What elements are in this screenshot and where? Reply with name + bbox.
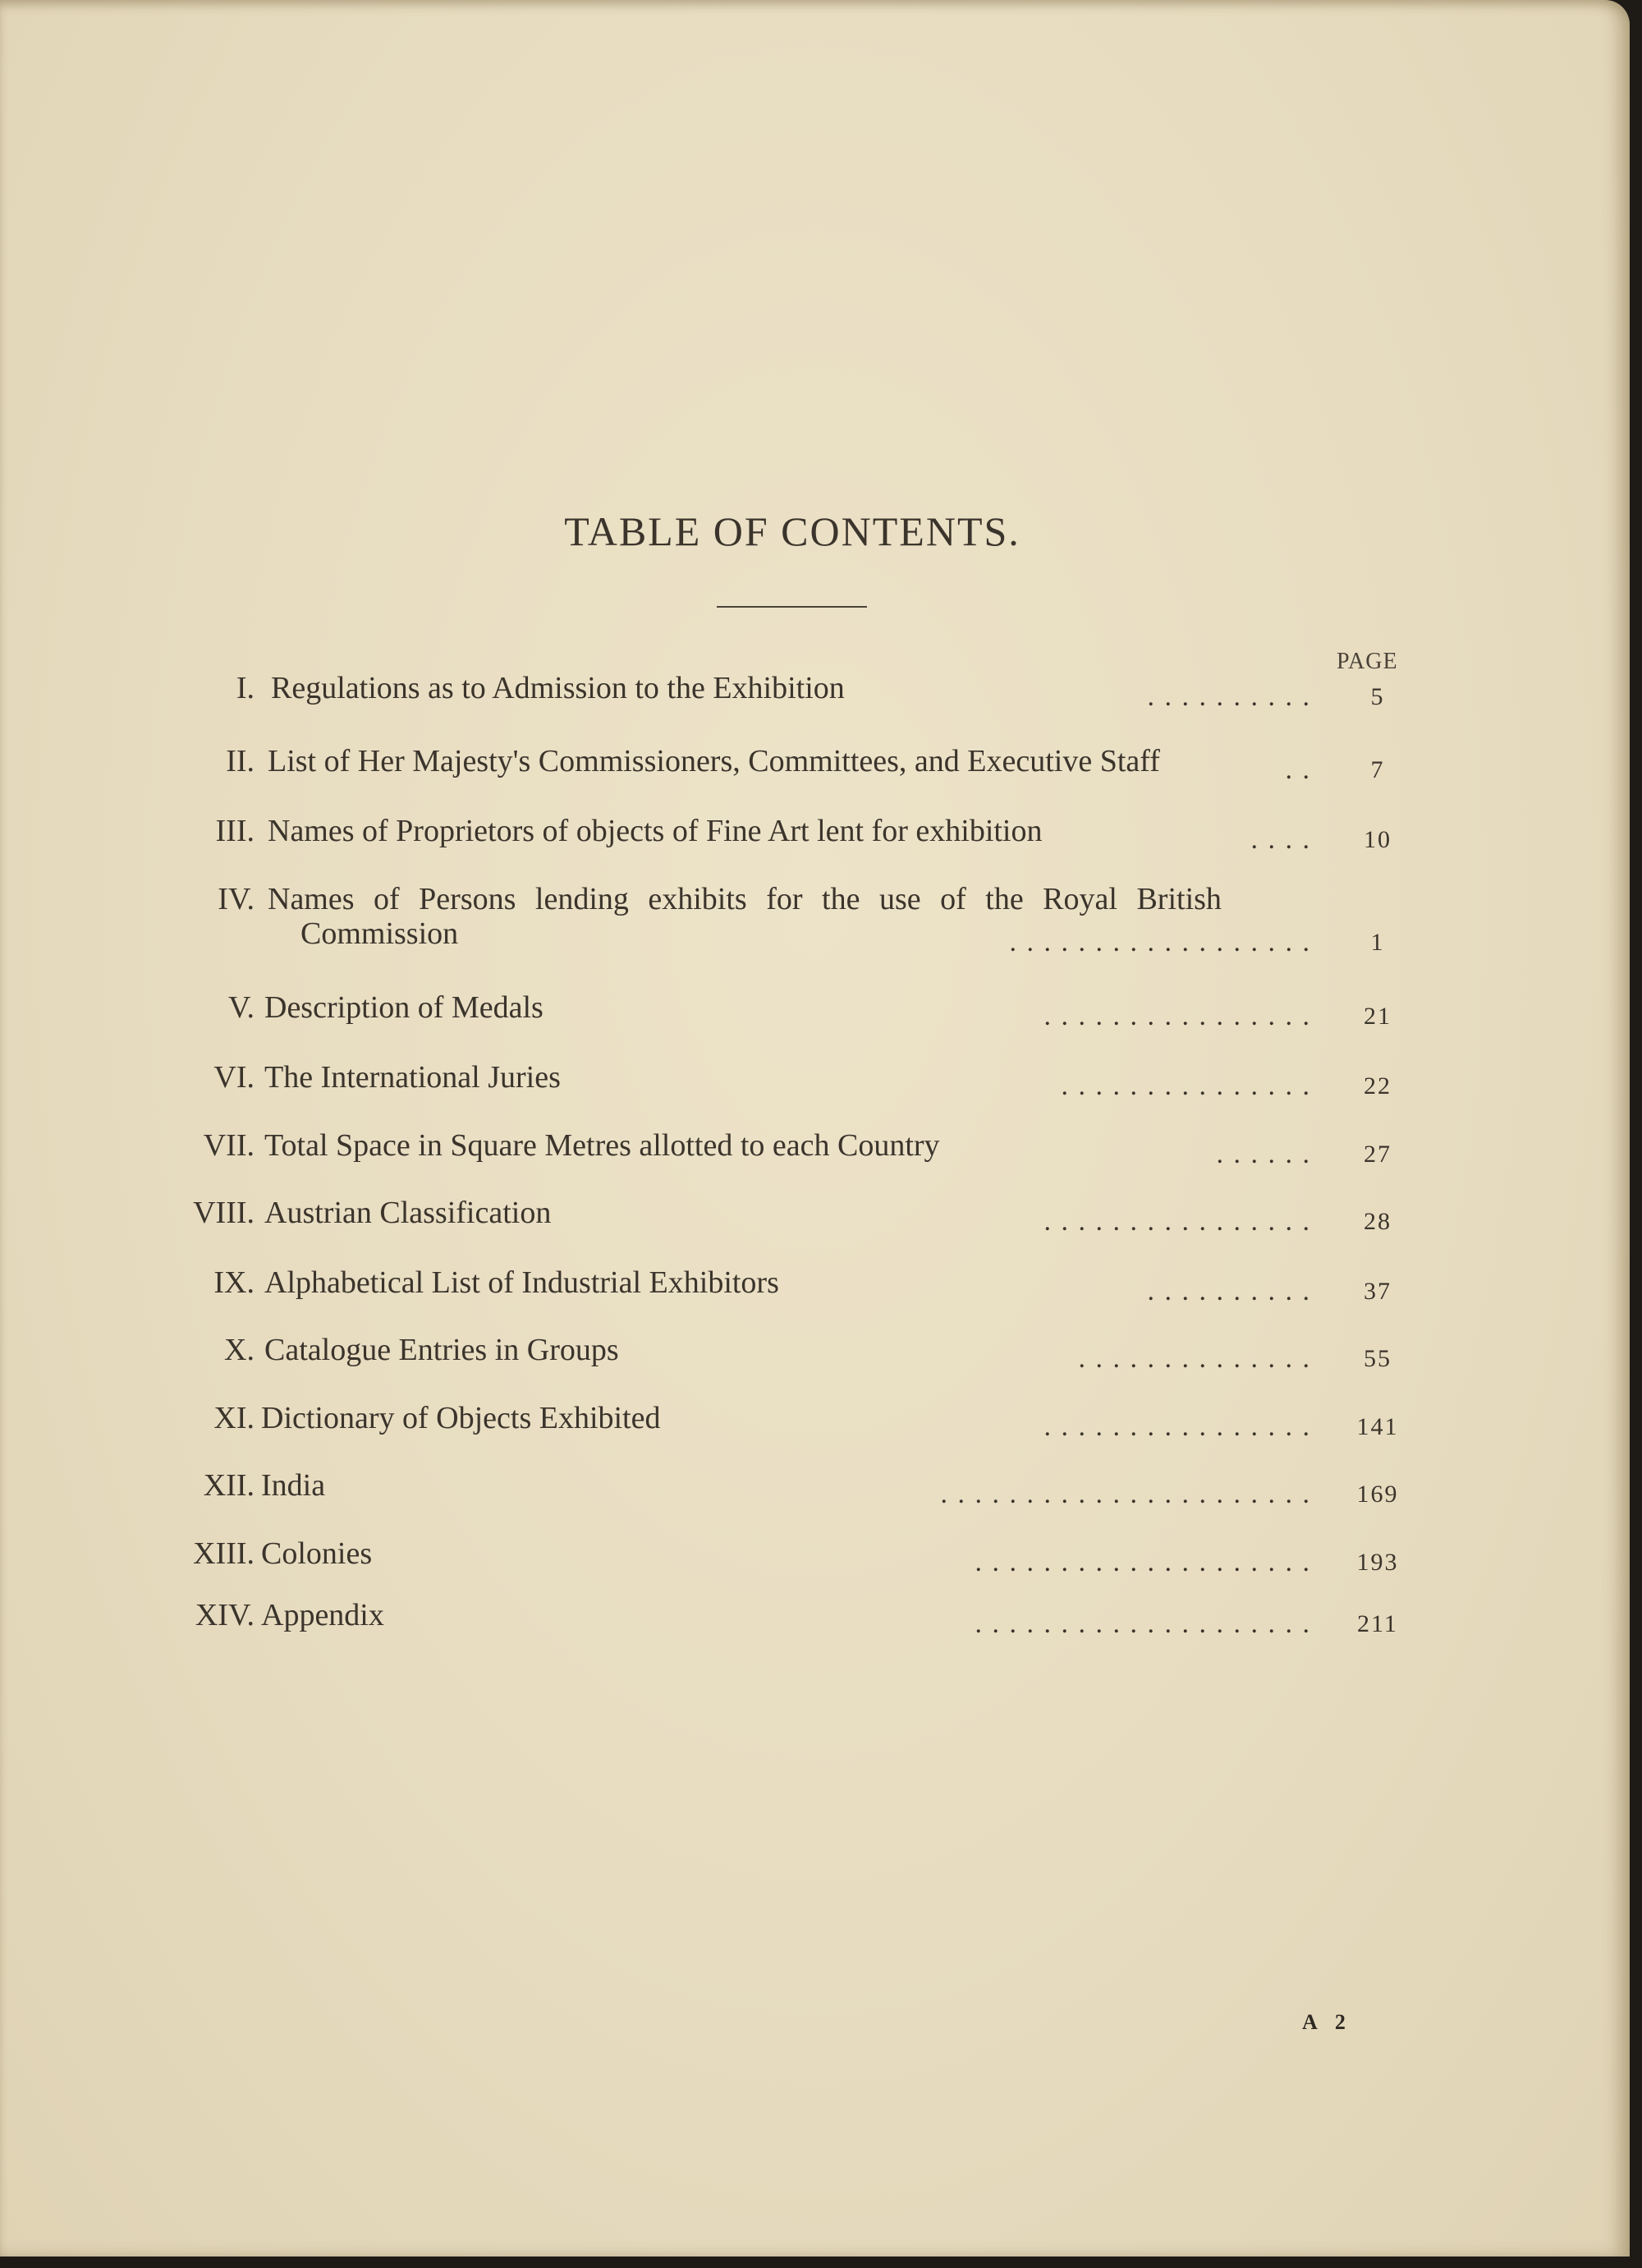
toc-entry bbox=[0, 743, 1396, 792]
signature-mark: A 2 bbox=[1302, 2010, 1352, 2034]
dot-leader: . . bbox=[1285, 755, 1311, 785]
toc-entry bbox=[0, 1400, 1399, 1449]
entry-page: 21 bbox=[1364, 1003, 1392, 1030]
toc-entry bbox=[0, 1265, 1396, 1314]
dot-leader: . . . . . . . . . . . . . . . . bbox=[1043, 1001, 1311, 1031]
toc-entry bbox=[0, 670, 1396, 719]
entry-title: Dictionary of Objects Exhibited bbox=[261, 1401, 661, 1435]
entry-page: 5 bbox=[1370, 683, 1385, 710]
entry-page: 55 bbox=[1364, 1345, 1392, 1372]
toc-entry bbox=[0, 989, 1396, 1039]
entry-title: Austrian Classification bbox=[264, 1196, 552, 1230]
entry-title: The International Juries bbox=[264, 1060, 561, 1095]
entry-number: VI. bbox=[213, 1060, 255, 1095]
entry-title: Alphabetical List of Industrial Exhibitors bbox=[264, 1265, 779, 1300]
dot-leader: . . . . . . . . . . . . . . . . . . . . . . bbox=[940, 1479, 1311, 1509]
toc-entry bbox=[0, 813, 1396, 862]
entry-number: II. bbox=[226, 744, 255, 778]
entry-number: XIII. bbox=[193, 1536, 255, 1571]
toc-entry bbox=[0, 1059, 1396, 1109]
entry-title: Appendix bbox=[261, 1598, 384, 1632]
entry-page: 211 bbox=[1357, 1610, 1398, 1637]
entry-page: 141 bbox=[1356, 1413, 1399, 1440]
entry-title: India bbox=[261, 1468, 326, 1503]
dot-leader: . . . . . . . . . . . . . . bbox=[1078, 1343, 1311, 1374]
entry-number: XII. bbox=[203, 1468, 255, 1503]
page-column-heading: PAGE bbox=[1337, 649, 1398, 674]
toc-entry bbox=[0, 1467, 1399, 1517]
entry-page: 28 bbox=[1364, 1208, 1392, 1235]
entry-page: 37 bbox=[1364, 1278, 1392, 1305]
entry-page: 10 bbox=[1364, 826, 1392, 853]
entry-page: 22 bbox=[1364, 1072, 1392, 1100]
entry-number: XIV. bbox=[195, 1598, 255, 1632]
dot-leader: . . . . . . . . . . . . . . . . bbox=[1043, 1412, 1311, 1442]
page-title: TABLE OF CONTENTS. bbox=[564, 508, 1021, 554]
entry-title: Total Space in Square Metres allotted to each Country bbox=[264, 1128, 940, 1163]
title-rule bbox=[717, 606, 867, 608]
dot-leader: . . . . . . . . . . . . . . . . . . . . bbox=[975, 1609, 1311, 1639]
toc-entry bbox=[0, 1597, 1396, 1646]
dot-leader: . . . . . . . . . . . . . . . bbox=[1061, 1071, 1311, 1101]
entry-page: 27 bbox=[1364, 1141, 1392, 1168]
entry-title: Description of Medals bbox=[264, 990, 544, 1025]
entry-page: 193 bbox=[1356, 1549, 1399, 1576]
dot-leader: . . . . . . . . . . . . . . . . . . bbox=[1009, 927, 1311, 957]
entry-number: III. bbox=[215, 814, 255, 848]
entry-number: I. bbox=[236, 671, 255, 705]
toc-entry bbox=[0, 1536, 1399, 1585]
toc-entry bbox=[0, 881, 1396, 971]
entry-page: 7 bbox=[1370, 756, 1385, 783]
dot-leader: . . . . . . bbox=[1216, 1139, 1311, 1169]
entry-number: IV. bbox=[218, 882, 255, 916]
entry-title: List of Her Majesty's Commissioners, Committees, and Executive Staff bbox=[268, 744, 1160, 778]
dot-leader: . . . . . . . . . . bbox=[1147, 682, 1311, 712]
toc-entry bbox=[0, 1195, 1396, 1244]
entry-number: V. bbox=[227, 990, 255, 1025]
dot-leader: . . . . . . . . . . . . . . . . bbox=[1043, 1206, 1311, 1237]
entry-title: Catalogue Entries in Groups bbox=[264, 1333, 619, 1367]
entry-page: 1 bbox=[1370, 929, 1385, 956]
entry-page: 169 bbox=[1356, 1481, 1399, 1508]
toc-entry bbox=[0, 1332, 1396, 1381]
entry-number: IX. bbox=[213, 1265, 255, 1300]
entry-number: VIII. bbox=[193, 1196, 255, 1230]
entry-title-continuation: Commission bbox=[300, 916, 459, 951]
entry-number: VII. bbox=[203, 1128, 255, 1163]
dot-leader: . . . . . . . . . . bbox=[1147, 1276, 1311, 1306]
entry-title: Names of Persons lending exhibits for the use of the Royal British bbox=[268, 882, 1222, 916]
entry-number: XI. bbox=[213, 1401, 255, 1435]
entry-title: Colonies bbox=[261, 1536, 373, 1571]
entry-title: Names of Proprietors of objects of Fine Art lent for exhibition bbox=[268, 814, 1043, 848]
dot-leader: . . . . bbox=[1250, 824, 1311, 855]
dot-leader: . . . . . . . . . . . . . . . . . . . . bbox=[975, 1547, 1311, 1577]
toc-entry bbox=[0, 1127, 1396, 1177]
entry-title: Regulations as to Admission to the Exhibition bbox=[271, 671, 845, 705]
entry-number: X. bbox=[224, 1333, 255, 1367]
